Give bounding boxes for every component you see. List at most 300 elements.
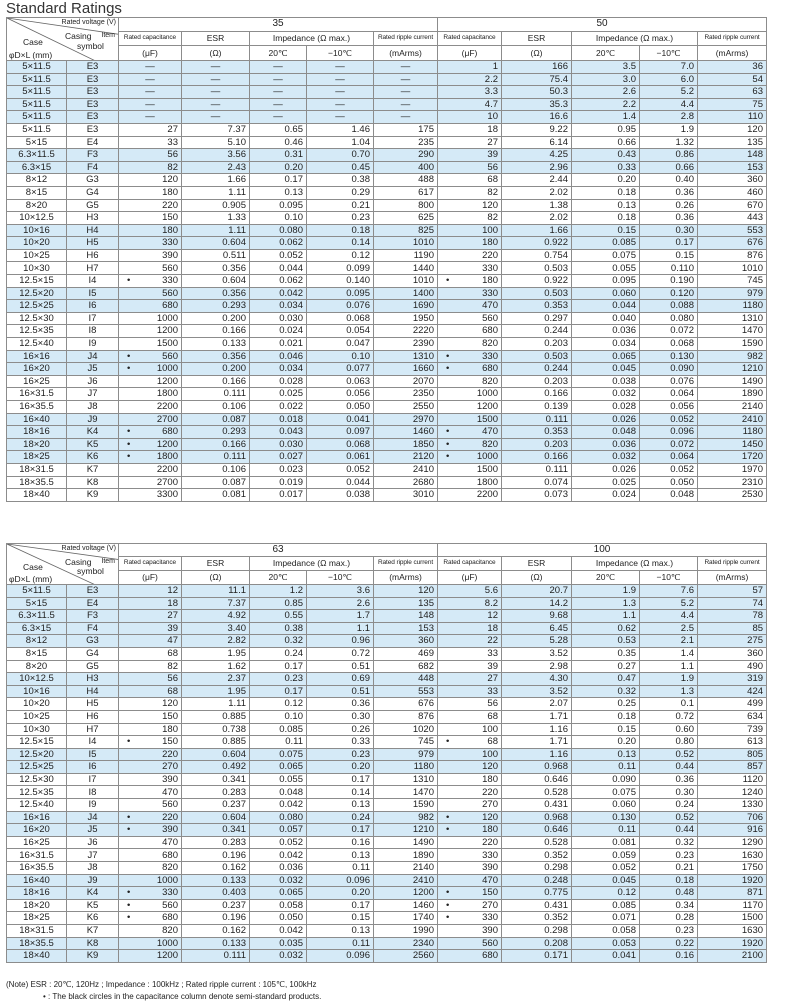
casing-symbol-cell: G4 bbox=[67, 647, 119, 660]
casing-symbol-cell: G4 bbox=[67, 186, 119, 199]
esr-cell: 0.922 bbox=[502, 275, 572, 288]
ripple-current-cell: 625 bbox=[374, 212, 438, 225]
esr-cell: 0.431 bbox=[502, 799, 572, 812]
esr-cell: 0.353 bbox=[502, 426, 572, 439]
ripple-current-cell: 1590 bbox=[698, 338, 767, 351]
corner-rated-voltage-label: Rated voltage (V) bbox=[61, 19, 116, 26]
ripple-current-cell: 1460 bbox=[374, 899, 438, 912]
capacitance-cell: 220 bbox=[438, 249, 502, 262]
case-size-cell: 16×16 bbox=[7, 350, 67, 363]
impedance-minus10c-cell: 0.15 bbox=[640, 249, 698, 262]
esr-cell: 0.283 bbox=[182, 786, 250, 799]
table-row bbox=[7, 673, 805, 686]
capacitance-cell: 180 bbox=[438, 773, 502, 786]
ripple-current-cell: 75 bbox=[698, 98, 767, 111]
impedance-minus10c-cell: — bbox=[307, 111, 374, 124]
col-rated-capacitance: Rated capacitance bbox=[119, 557, 182, 571]
case-size-cell: 12.5×15 bbox=[7, 736, 67, 749]
impedance-20c-cell: 0.043 bbox=[250, 426, 307, 439]
capacitance-cell: 100 bbox=[438, 723, 502, 736]
ripple-current-cell: 1170 bbox=[698, 899, 767, 912]
esr-cell: 1.11 bbox=[182, 224, 250, 237]
esr-cell: 0.604 bbox=[182, 237, 250, 250]
impedance-20c-cell: 0.47 bbox=[572, 673, 640, 686]
esr-cell: 0.133 bbox=[182, 874, 250, 887]
impedance-20c-cell: 0.035 bbox=[250, 937, 307, 950]
ripple-current-cell: 1450 bbox=[698, 438, 767, 451]
table-row bbox=[7, 249, 805, 262]
capacitance-cell bbox=[438, 811, 502, 824]
capacitance-value: 680 bbox=[482, 363, 498, 375]
impedance-minus10c-cell: 0.056 bbox=[640, 401, 698, 414]
impedance-minus10c-cell: 0.23 bbox=[307, 212, 374, 225]
capacitance-cell: 1000 bbox=[119, 312, 182, 325]
impedance-20c-cell: 0.034 bbox=[572, 338, 640, 351]
esr-cell: 3.40 bbox=[182, 622, 250, 635]
ripple-current-cell: 400 bbox=[374, 161, 438, 174]
case-size-cell: 16×40 bbox=[7, 874, 67, 887]
unit-capacitance: (μF) bbox=[438, 571, 502, 585]
impedance-minus10c-cell: 0.096 bbox=[640, 426, 698, 439]
case-size-cell: 18×40 bbox=[7, 950, 67, 963]
table-row bbox=[7, 300, 805, 313]
esr-cell: 2.44 bbox=[502, 174, 572, 187]
unit-ripple: (mArms) bbox=[698, 46, 767, 61]
capacitance-cell: 680 bbox=[119, 300, 182, 313]
impedance-20c-cell: 0.025 bbox=[250, 388, 307, 401]
table-row bbox=[7, 584, 805, 597]
esr-cell: 9.68 bbox=[502, 610, 572, 623]
ripple-current-cell: 135 bbox=[374, 597, 438, 610]
semi-standard-dot-icon: • bbox=[446, 275, 450, 287]
impedance-20c-cell: 0.95 bbox=[572, 123, 640, 136]
case-size-cell: 18×35.5 bbox=[7, 937, 67, 950]
ripple-current-cell: 1890 bbox=[374, 849, 438, 862]
impedance-minus10c-cell: 0.140 bbox=[307, 275, 374, 288]
ratings-table-2 bbox=[6, 543, 805, 963]
ripple-current-cell: 670 bbox=[698, 199, 767, 212]
capacitance-value: 180 bbox=[482, 824, 498, 836]
ripple-current-cell: 275 bbox=[698, 635, 767, 648]
semi-standard-dot-icon: • bbox=[446, 899, 450, 911]
case-size-cell: 16×20 bbox=[7, 824, 67, 837]
ripple-current-cell: 617 bbox=[374, 186, 438, 199]
impedance-20c-cell: 0.055 bbox=[250, 773, 307, 786]
impedance-20c-cell: 0.55 bbox=[250, 610, 307, 623]
table-row bbox=[7, 363, 805, 376]
impedance-20c-cell: 3.5 bbox=[572, 60, 640, 73]
impedance-20c-cell: 0.046 bbox=[250, 350, 307, 363]
ripple-current-cell: 1440 bbox=[374, 262, 438, 275]
ripple-current-cell: 857 bbox=[698, 761, 767, 774]
impedance-minus10c-cell: 0.041 bbox=[307, 413, 374, 426]
table-row bbox=[7, 174, 805, 187]
capacitance-cell: 560 bbox=[438, 312, 502, 325]
impedance-20c-cell: 0.042 bbox=[250, 287, 307, 300]
esr-cell: — bbox=[182, 60, 250, 73]
casing-symbol-cell: J6 bbox=[67, 375, 119, 388]
ripple-current-cell: 1120 bbox=[698, 773, 767, 786]
impedance-minus10c-cell: 0.20 bbox=[307, 887, 374, 900]
capacitance-cell: 150 bbox=[119, 710, 182, 723]
capacitance-cell: 1200 bbox=[119, 325, 182, 338]
ripple-current-cell: — bbox=[374, 111, 438, 124]
esr-cell: 0.968 bbox=[502, 761, 572, 774]
table-row bbox=[7, 622, 805, 635]
case-size-cell: 8×12 bbox=[7, 635, 67, 648]
case-size-cell: 5×11.5 bbox=[7, 123, 67, 136]
ripple-current-cell: 1990 bbox=[374, 925, 438, 938]
impedance-20c-cell: 0.057 bbox=[250, 824, 307, 837]
impedance-minus10c-cell: 1.46 bbox=[307, 123, 374, 136]
casing-symbol-cell: J9 bbox=[67, 413, 119, 426]
ripple-current-cell: 1010 bbox=[698, 262, 767, 275]
table-row bbox=[7, 660, 805, 673]
capacitance-cell bbox=[119, 811, 182, 824]
case-size-cell: 18×25 bbox=[7, 451, 67, 464]
ripple-current-cell: 110 bbox=[698, 111, 767, 124]
unit-capacitance: (μF) bbox=[119, 571, 182, 585]
ripple-current-cell: 36 bbox=[698, 60, 767, 73]
capacitance-cell: 150 bbox=[119, 212, 182, 225]
case-size-cell: 18×35.5 bbox=[7, 476, 67, 489]
table-row bbox=[7, 287, 805, 300]
impedance-20c-cell: 0.27 bbox=[572, 660, 640, 673]
impedance-minus10c-cell: 0.052 bbox=[640, 413, 698, 426]
casing-symbol-cell: I5 bbox=[67, 748, 119, 761]
impedance-20c-cell: 0.060 bbox=[572, 799, 640, 812]
ripple-current-cell: 1970 bbox=[698, 463, 767, 476]
capacitance-cell: 68 bbox=[438, 174, 502, 187]
esr-cell: 0.196 bbox=[182, 849, 250, 862]
casing-symbol-cell: F3 bbox=[67, 149, 119, 162]
ripple-current-cell: 745 bbox=[374, 736, 438, 749]
esr-cell: 0.087 bbox=[182, 413, 250, 426]
casing-symbol-cell: I9 bbox=[67, 799, 119, 812]
voltage-group-header: 35 bbox=[119, 18, 438, 32]
case-size-cell: 16×40 bbox=[7, 413, 67, 426]
casing-symbol-cell: E3 bbox=[67, 60, 119, 73]
casing-symbol-cell: E4 bbox=[67, 597, 119, 610]
impedance-20c-cell: — bbox=[250, 86, 307, 99]
casing-symbol-cell: I5 bbox=[67, 287, 119, 300]
capacitance-cell: 470 bbox=[438, 874, 502, 887]
table-row bbox=[7, 937, 805, 950]
table-row bbox=[7, 836, 805, 849]
impedance-minus10c-cell: 0.24 bbox=[307, 811, 374, 824]
ripple-current-cell: 876 bbox=[698, 249, 767, 262]
case-size-cell: 12.5×20 bbox=[7, 287, 67, 300]
esr-cell: 6.45 bbox=[502, 622, 572, 635]
casing-symbol-cell: I4 bbox=[67, 736, 119, 749]
capacitance-cell: 2200 bbox=[438, 489, 502, 502]
impedance-minus10c-cell: 0.80 bbox=[640, 736, 698, 749]
col-rated-ripple-current: Rated ripple current bbox=[374, 31, 438, 46]
esr-cell: 1.16 bbox=[502, 748, 572, 761]
capacitance-cell: 1500 bbox=[119, 338, 182, 351]
ripple-current-cell: 1890 bbox=[698, 388, 767, 401]
capacitance-cell bbox=[438, 363, 502, 376]
case-size-cell: 16×16 bbox=[7, 811, 67, 824]
ripple-current-cell: 57 bbox=[698, 584, 767, 597]
ripple-current-cell: 682 bbox=[374, 660, 438, 673]
table-row bbox=[7, 887, 805, 900]
case-size-cell: 10×25 bbox=[7, 249, 67, 262]
capacitance-cell: 68 bbox=[438, 710, 502, 723]
ripple-current-cell: 1310 bbox=[698, 312, 767, 325]
ripple-current-cell: 443 bbox=[698, 212, 767, 225]
impedance-minus10c-cell: 0.063 bbox=[307, 375, 374, 388]
impedance-20c-cell: 0.032 bbox=[250, 950, 307, 963]
impedance-minus10c-cell: — bbox=[307, 86, 374, 99]
esr-cell: 0.208 bbox=[502, 937, 572, 950]
capacitance-value: 680 bbox=[162, 426, 178, 438]
esr-cell: 0.353 bbox=[502, 300, 572, 313]
ripple-current-cell: 120 bbox=[698, 123, 767, 136]
capacitance-cell bbox=[119, 899, 182, 912]
table-row bbox=[7, 73, 805, 86]
impedance-20c-cell: 0.021 bbox=[250, 338, 307, 351]
table-row bbox=[7, 136, 805, 149]
impedance-20c-cell: 0.060 bbox=[572, 287, 640, 300]
impedance-20c-cell: 0.036 bbox=[250, 862, 307, 875]
unit-temp-minus10c: −10℃ bbox=[640, 46, 698, 61]
capacitance-cell: 820 bbox=[119, 862, 182, 875]
semi-standard-dot-icon: • bbox=[127, 438, 131, 450]
capacitance-value: 470 bbox=[482, 426, 498, 438]
esr-cell: 0.738 bbox=[182, 723, 250, 736]
col-impedance: Impedance (Ω max.) bbox=[572, 31, 698, 46]
impedance-20c-cell: 0.23 bbox=[250, 673, 307, 686]
impedance-20c-cell: 0.059 bbox=[572, 849, 640, 862]
impedance-minus10c-cell: 0.69 bbox=[307, 673, 374, 686]
impedance-minus10c-cell: 0.088 bbox=[640, 300, 698, 313]
esr-cell: 0.111 bbox=[502, 463, 572, 476]
impedance-20c-cell: 0.024 bbox=[572, 489, 640, 502]
ripple-current-cell: 2410 bbox=[698, 413, 767, 426]
impedance-20c-cell: 0.038 bbox=[572, 375, 640, 388]
esr-cell: 1.71 bbox=[502, 736, 572, 749]
capacitance-cell bbox=[119, 275, 182, 288]
impedance-20c-cell: 0.018 bbox=[250, 413, 307, 426]
impedance-minus10c-cell: 0.30 bbox=[640, 786, 698, 799]
table-row bbox=[7, 350, 805, 363]
col-impedance: Impedance (Ω max.) bbox=[250, 31, 374, 46]
table-row bbox=[7, 925, 805, 938]
impedance-minus10c-cell: 0.26 bbox=[307, 723, 374, 736]
ripple-current-cell: 2340 bbox=[374, 937, 438, 950]
impedance-20c-cell: 0.11 bbox=[572, 824, 640, 837]
case-size-cell: 18×16 bbox=[7, 887, 67, 900]
esr-cell: 0.293 bbox=[182, 300, 250, 313]
esr-cell: 0.200 bbox=[182, 312, 250, 325]
table-row bbox=[7, 438, 805, 451]
semi-standard-dot-icon: • bbox=[446, 912, 450, 924]
impedance-minus10c-cell: 0.047 bbox=[307, 338, 374, 351]
case-size-cell: 12.5×15 bbox=[7, 275, 67, 288]
ripple-current-cell: 488 bbox=[374, 174, 438, 187]
unit-capacitance: (μF) bbox=[438, 46, 502, 61]
case-size-cell: 10×30 bbox=[7, 723, 67, 736]
impedance-20c-cell: 0.024 bbox=[250, 325, 307, 338]
esr-cell: 1.16 bbox=[502, 723, 572, 736]
impedance-minus10c-cell: 2.1 bbox=[640, 635, 698, 648]
impedance-minus10c-cell: 7.6 bbox=[640, 584, 698, 597]
case-size-cell: 6.3×11.5 bbox=[7, 149, 67, 162]
casing-symbol-cell: H6 bbox=[67, 710, 119, 723]
impedance-20c-cell: 0.13 bbox=[250, 186, 307, 199]
impedance-minus10c-cell: 0.30 bbox=[307, 710, 374, 723]
col-impedance: Impedance (Ω max.) bbox=[572, 557, 698, 571]
case-size-cell: 16×25 bbox=[7, 836, 67, 849]
casing-symbol-cell: H6 bbox=[67, 249, 119, 262]
impedance-20c-cell: 0.017 bbox=[250, 489, 307, 502]
esr-cell: 1.11 bbox=[182, 186, 250, 199]
ripple-current-cell: 3010 bbox=[374, 489, 438, 502]
impedance-minus10c-cell: 0.33 bbox=[307, 736, 374, 749]
casing-symbol-cell: K5 bbox=[67, 899, 119, 912]
impedance-20c-cell: 0.032 bbox=[250, 874, 307, 887]
casing-symbol-cell: J6 bbox=[67, 836, 119, 849]
table-row bbox=[7, 375, 805, 388]
impedance-20c-cell: 0.62 bbox=[572, 622, 640, 635]
header-row-units bbox=[7, 571, 805, 585]
impedance-20c-cell: 0.022 bbox=[250, 401, 307, 414]
impedance-minus10c-cell: 0.061 bbox=[307, 451, 374, 464]
impedance-minus10c-cell: 7.0 bbox=[640, 60, 698, 73]
ripple-current-cell: 448 bbox=[374, 673, 438, 686]
ripple-current-cell: 1690 bbox=[374, 300, 438, 313]
esr-cell: 0.111 bbox=[502, 413, 572, 426]
impedance-minus10c-cell: 0.52 bbox=[640, 748, 698, 761]
esr-cell: 0.203 bbox=[502, 375, 572, 388]
capacitance-cell: 2200 bbox=[119, 401, 182, 414]
capacitance-cell bbox=[119, 912, 182, 925]
esr-cell: 0.244 bbox=[502, 363, 572, 376]
impedance-20c-cell: 0.053 bbox=[572, 937, 640, 950]
capacitance-value: 390 bbox=[162, 824, 178, 836]
capacitance-cell bbox=[438, 824, 502, 837]
note-line-measurement-conditions: (Note) ESR : 20℃, 120Hz ; Impedance : 100kHz ; Rated ripple current : 105℃, 100kHz bbox=[6, 980, 317, 989]
col-rated-ripple-current: Rated ripple current bbox=[374, 557, 438, 571]
impedance-20c-cell: 0.13 bbox=[572, 199, 640, 212]
impedance-20c-cell: 0.048 bbox=[572, 426, 640, 439]
capacitance-value: 560 bbox=[162, 350, 178, 362]
case-size-cell: 6.3×11.5 bbox=[7, 610, 67, 623]
capacitance-cell bbox=[438, 426, 502, 439]
table-row bbox=[7, 912, 805, 925]
table-row bbox=[7, 489, 805, 502]
case-size-cell: 12.5×30 bbox=[7, 773, 67, 786]
casing-symbol-cell: H7 bbox=[67, 262, 119, 275]
casing-symbol-cell: H4 bbox=[67, 685, 119, 698]
impedance-20c-cell: 0.53 bbox=[572, 635, 640, 648]
capacitance-cell bbox=[438, 912, 502, 925]
casing-symbol-cell: G3 bbox=[67, 174, 119, 187]
casing-symbol-cell: J8 bbox=[67, 862, 119, 875]
ripple-current-cell: — bbox=[374, 98, 438, 111]
case-size-cell: 6.3×15 bbox=[7, 161, 67, 174]
ripple-current-cell: 1950 bbox=[374, 312, 438, 325]
impedance-20c-cell: 0.17 bbox=[250, 660, 307, 673]
impedance-minus10c-cell: 0.120 bbox=[640, 287, 698, 300]
impedance-minus10c-cell: 6.0 bbox=[640, 73, 698, 86]
impedance-20c-cell: 0.026 bbox=[572, 463, 640, 476]
esr-cell: 1.66 bbox=[502, 224, 572, 237]
esr-cell: 2.96 bbox=[502, 161, 572, 174]
notes bbox=[6, 979, 321, 1002]
esr-cell: 0.511 bbox=[182, 249, 250, 262]
esr-cell: 0.133 bbox=[182, 937, 250, 950]
casing-symbol-cell: K5 bbox=[67, 438, 119, 451]
impedance-20c-cell: 0.062 bbox=[250, 275, 307, 288]
esr-cell: 1.33 bbox=[182, 212, 250, 225]
impedance-minus10c-cell: 0.096 bbox=[307, 874, 374, 887]
capacitance-cell: 1500 bbox=[438, 463, 502, 476]
capacitance-cell: 390 bbox=[119, 249, 182, 262]
capacitance-cell bbox=[119, 736, 182, 749]
case-size-cell: 10×20 bbox=[7, 698, 67, 711]
table-row bbox=[7, 723, 805, 736]
ripple-current-cell: 1200 bbox=[374, 887, 438, 900]
semi-standard-dot-icon: • bbox=[127, 912, 131, 924]
case-size-cell: 16×20 bbox=[7, 363, 67, 376]
impedance-20c-cell: 0.25 bbox=[572, 698, 640, 711]
semi-standard-dot-icon: • bbox=[446, 350, 450, 362]
table-row bbox=[7, 736, 805, 749]
esr-cell: 0.905 bbox=[182, 199, 250, 212]
impedance-20c-cell: — bbox=[250, 60, 307, 73]
impedance-minus10c-cell: 0.29 bbox=[307, 186, 374, 199]
case-size-cell: 10×16 bbox=[7, 224, 67, 237]
ripple-current-cell: 553 bbox=[374, 685, 438, 698]
capacitance-cell: 560 bbox=[438, 937, 502, 950]
capacitance-value: 1800 bbox=[156, 451, 178, 463]
impedance-minus10c-cell: 0.36 bbox=[640, 212, 698, 225]
capacitance-value: 68 bbox=[487, 736, 498, 748]
impedance-minus10c-cell: 0.054 bbox=[307, 325, 374, 338]
casing-symbol-cell: J7 bbox=[67, 388, 119, 401]
case-size-cell: 18×20 bbox=[7, 899, 67, 912]
semi-standard-dot-icon: • bbox=[127, 275, 131, 287]
impedance-20c-cell: 0.023 bbox=[250, 463, 307, 476]
impedance-minus10c-cell: 1.7 bbox=[307, 610, 374, 623]
impedance-20c-cell: 0.15 bbox=[572, 723, 640, 736]
esr-cell: 2.43 bbox=[182, 161, 250, 174]
ripple-current-cell: 745 bbox=[698, 275, 767, 288]
ripple-current-cell: 290 bbox=[374, 149, 438, 162]
ripple-current-cell: 319 bbox=[698, 673, 767, 686]
esr-cell: 0.200 bbox=[182, 363, 250, 376]
table-row bbox=[7, 849, 805, 862]
capacitance-cell: 27 bbox=[119, 610, 182, 623]
casing-symbol-cell: E3 bbox=[67, 98, 119, 111]
table-row bbox=[7, 338, 805, 351]
esr-cell: 0.196 bbox=[182, 912, 250, 925]
case-size-cell: 12.5×40 bbox=[7, 338, 67, 351]
col-impedance: Impedance (Ω max.) bbox=[250, 557, 374, 571]
impedance-minus10c-cell: 0.23 bbox=[640, 849, 698, 862]
ripple-current-cell: 1920 bbox=[698, 874, 767, 887]
impedance-20c-cell: 0.35 bbox=[572, 647, 640, 660]
casing-symbol-cell: I7 bbox=[67, 773, 119, 786]
impedance-20c-cell: 0.095 bbox=[250, 199, 307, 212]
esr-cell: 0.244 bbox=[502, 325, 572, 338]
impedance-minus10c-cell: 0.23 bbox=[307, 748, 374, 761]
case-size-cell: 10×20 bbox=[7, 237, 67, 250]
semi-standard-dot-icon: • bbox=[127, 736, 131, 748]
esr-cell: 0.283 bbox=[182, 836, 250, 849]
